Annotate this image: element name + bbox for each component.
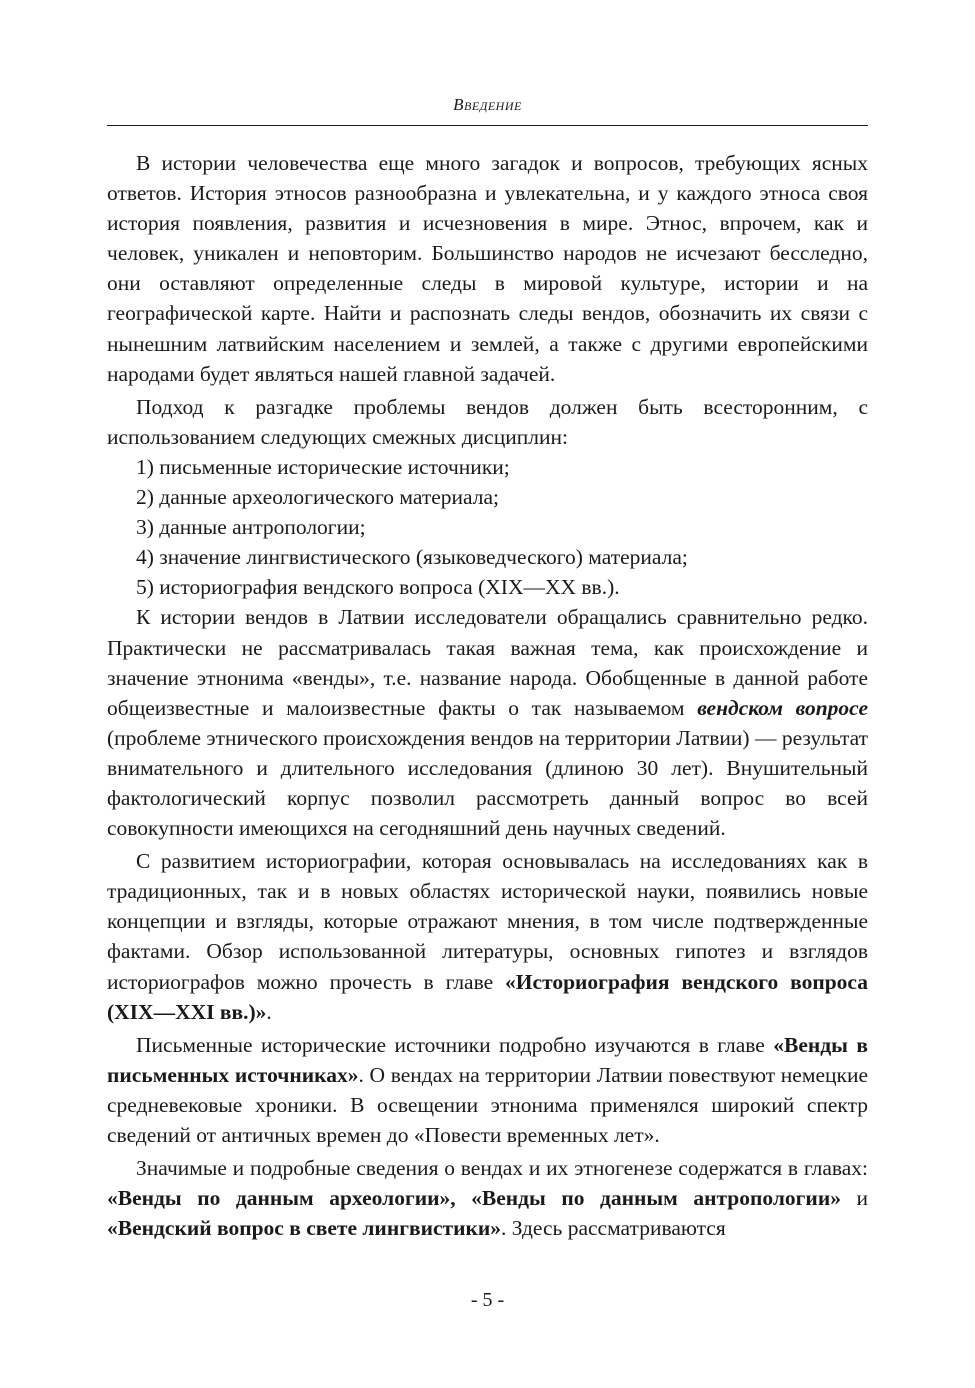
chapter-reference: «Вендский вопрос в свете лингвистики» (107, 1216, 501, 1241)
paragraph-intro: В истории человечества еще много загадок и вопросов, требующих ясных ответов. История этносов разнообразна и увлекательна, и у каждого этноса своя история появления, развития и исчезновения в мире. Этнос, впрочем, как и человек, уникален и неповторим. Большинство народов не исчезают бесследно, они оставляют определенные следы в мировой культуре, истории и на географической карте. Найти и распознать следы вендов, обозначить их связи с нынешним латвийским населением и землей, а также с другими европейскими народами будет являться нашей главной задачей. (107, 151, 868, 386)
paragraph-approach: Подход к разгадке проблемы вендов должен быть всесторонним, с использованием следующих смежных дисциплин: (107, 394, 868, 449)
emphasis-term: вендском вопросе (697, 695, 868, 720)
text-run: . (266, 999, 272, 1024)
discipline-list (107, 452, 868, 602)
text-run: . Здесь рассматриваются (500, 1216, 726, 1241)
chapter-reference: «Историография вендского вопроса (XIX—XXI вв.)» (107, 969, 868, 1024)
list-item: 5) историография вендского вопроса (XIX—XX вв.). (136, 575, 620, 600)
list-item: 2) данные археологического материала; (136, 485, 500, 510)
list-item: 1) письменные исторические источники; (136, 454, 510, 479)
text-run: Значимые и подробные сведения о вендах и их этногенезе содержатся в главах: (136, 1156, 868, 1181)
text-run: . О вендах на территории Латвии повествуют немецкие средневековые хроники. В освещении этнонима применялся широкий спектр сведений от античных времен до «Повести временных лет». (107, 1062, 868, 1147)
text-run: К истории вендов в Латвии исследователи обращались сравнительно редко. Практически не рассматривалась такая важная тема, как происхождение и значение этнонима «венды», т.е. название народа. Обобщенные в данной работе общеизвестные и малоизвестные факты о так называемом (107, 605, 868, 720)
paragraph-chapters (107, 1153, 868, 1243)
chapter-reference: «Венды в письменных источниках» (107, 1032, 869, 1087)
text-run: С развитием историографии, которая основывалась на исследованиях как в традиционных, так и в новых областях исторической науки, появились новые концепции и взгляды, которые отражают мнения, в том числе подтвержденные фактами. Обзор использованной литературы, основных гипотез и взглядов историографов можно прочесть в главе (107, 849, 868, 994)
text-run: (проблеме этнического происхождения вендов на территории Латвии) — результат внимательного и длительного исследования (длиною 30 лет). Внушительный фактологический корпус позволил рассмотреть данный вопрос во всей совокупности имеющихся на сегодняшний день научных сведений. (107, 725, 868, 841)
body-text (107, 148, 868, 1243)
paragraph-written-sources (107, 1030, 868, 1150)
list-item: 4) значение лингвистического (языковедческого) материала; (136, 545, 688, 570)
paragraph-historiography (107, 846, 868, 1027)
paragraph-research (107, 602, 868, 843)
text-run: и (840, 1186, 868, 1211)
page-number: - 5 - (470, 1289, 505, 1311)
chapter-reference: «Венды по данным археологии», «Венды по данным антропологии» (107, 1186, 841, 1211)
text-run: Письменные исторические источники подробно изучаются в главе (136, 1032, 774, 1057)
running-head: Введение (453, 95, 522, 114)
list-item: 3) данные антропологии; (136, 515, 366, 540)
header-rule (107, 125, 868, 126)
